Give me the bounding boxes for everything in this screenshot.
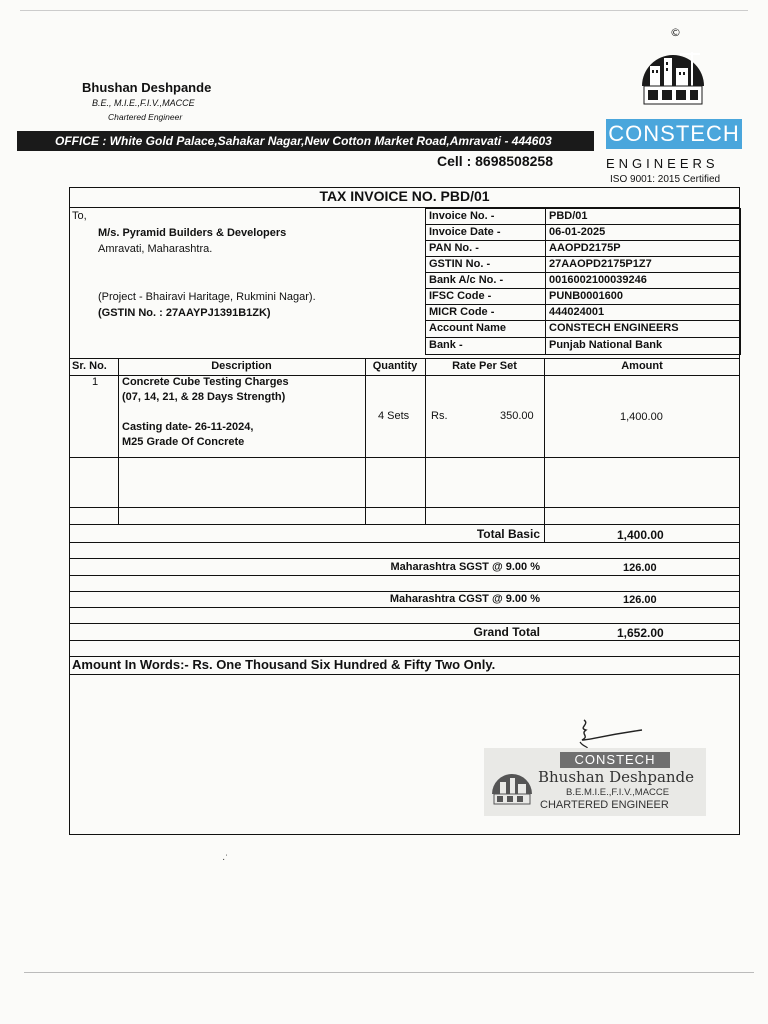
invoice-title: TAX INVOICE NO. PBD/01	[319, 188, 490, 204]
divider	[425, 358, 426, 524]
detail-value: 444024001	[546, 305, 741, 321]
detail-value: 06-01-2025	[546, 225, 741, 241]
item-description: Casting date- 26-11-2024,	[122, 421, 254, 433]
signature-icon	[560, 718, 650, 752]
cgst-value: 126.00	[623, 594, 657, 606]
divider	[69, 591, 740, 592]
grand-total-label: Grand Total	[473, 625, 540, 639]
detail-value: AAOPD2175P	[546, 241, 741, 257]
detail-label: GSTIN No. -	[426, 257, 546, 273]
detail-label: Invoice No. -	[426, 209, 546, 225]
column-header: Sr. No.	[72, 360, 107, 372]
cell-number: Cell : 8698508258	[437, 153, 553, 169]
detail-label: PAN No. -	[426, 241, 546, 257]
customer-gstin: (GSTIN No. : 27AAYPJ1391B1ZK)	[98, 307, 271, 319]
detail-label: MICR Code -	[426, 305, 546, 321]
detail-label: IFSC Code -	[426, 289, 546, 305]
item-description: M25 Grade Of Concrete	[122, 436, 245, 448]
divider	[69, 575, 740, 576]
grand-total-value: 1,652.00	[617, 626, 664, 640]
divider	[544, 524, 545, 542]
cgst-label: Maharashtra CGST @ 9.00 %	[389, 593, 540, 605]
scan-edge-top	[20, 10, 748, 11]
brand-subtitle: ENGINEERS	[606, 156, 719, 171]
total-basic-label: Total Basic	[476, 527, 540, 541]
customer-name: M/s. Pyramid Builders & Developers	[98, 227, 287, 239]
engineer-qualifications: B.E., M.I.E.,F.I.V.,MACCE	[92, 98, 195, 108]
project-name: (Project - Bhairavi Haritage, Rukmini Nagar).	[98, 291, 316, 303]
item-description: Concrete Cube Testing Charges	[122, 376, 289, 388]
divider	[69, 623, 740, 624]
divider	[69, 558, 740, 559]
item-rate: 350.00	[500, 410, 534, 422]
item-amount: 1,400.00	[620, 411, 663, 423]
divider	[69, 607, 740, 608]
divider	[69, 507, 740, 508]
engineer-designation: Chartered Engineer	[108, 112, 183, 122]
detail-value: CONSTECH ENGINEERS	[546, 321, 741, 338]
scan-edge-bottom	[24, 972, 754, 973]
detail-value: PUNB0001600	[546, 289, 741, 305]
sgst-label: Maharashtra SGST @ 9.00 %	[390, 561, 540, 573]
column-header: Quantity	[372, 360, 418, 372]
copyright-mark: ©	[670, 26, 681, 39]
constech-logo-icon	[636, 24, 710, 116]
detail-value: 27AAOPD2175P1Z7	[546, 257, 741, 273]
detail-label: Invoice Date -	[426, 225, 546, 241]
stamp-qualifications: B.E.M.I.E.,F.I.V.,MACCE	[566, 787, 670, 798]
stamp-brand: CONSTECH	[560, 752, 670, 768]
sgst-value: 126.00	[623, 562, 657, 574]
brand-name: CONSTECH	[606, 119, 742, 149]
to-label: To,	[72, 210, 87, 222]
detail-value: Punjab National Bank	[546, 338, 741, 355]
column-header: Description	[211, 360, 272, 372]
invoice-details-table	[425, 208, 741, 355]
office-address-bar: OFFICE : White Gold Palace,Sahakar Nagar,New Cotton Market Road,Amravati - 444603	[17, 131, 594, 151]
detail-value: 0016002100039246	[546, 273, 741, 289]
stamp-logo-icon	[488, 766, 536, 808]
divider	[365, 358, 366, 524]
amount-in-words: Amount In Words:- Rs. One Thousand Six Hundred & Fifty Two Only.	[72, 657, 496, 672]
divider	[69, 524, 740, 525]
customer-city: Amravati, Maharashtra.	[98, 243, 213, 255]
iso-certification: ISO 9001: 2015 Certified	[610, 174, 721, 185]
item-quantity: 4 Sets	[378, 410, 410, 422]
divider	[69, 640, 740, 641]
total-basic-value: 1,400.00	[617, 528, 664, 542]
stamp-title: CHARTERED ENGINEER	[540, 799, 669, 811]
divider	[69, 542, 740, 543]
stamp-name: Bhushan Deshpande	[538, 768, 695, 786]
item-description: (07, 14, 21, & 28 Days Strength)	[122, 391, 286, 403]
divider	[69, 674, 740, 675]
divider	[69, 358, 740, 359]
detail-value: PBD/01	[546, 209, 741, 225]
divider	[118, 358, 119, 524]
column-header: Rate Per Set	[452, 360, 517, 372]
scan-speck: ·˙	[222, 854, 229, 865]
detail-label: Account Name	[426, 321, 546, 338]
detail-label: Bank -	[426, 338, 546, 355]
item-rate-prefix: Rs.	[431, 410, 448, 422]
engineer-name: Bhushan Deshpande	[82, 80, 212, 95]
divider	[544, 358, 545, 524]
detail-label: Bank A/c No. -	[426, 273, 546, 289]
divider	[69, 457, 740, 458]
item-sr-no: 1	[92, 376, 99, 388]
column-header: Amount	[621, 360, 663, 372]
